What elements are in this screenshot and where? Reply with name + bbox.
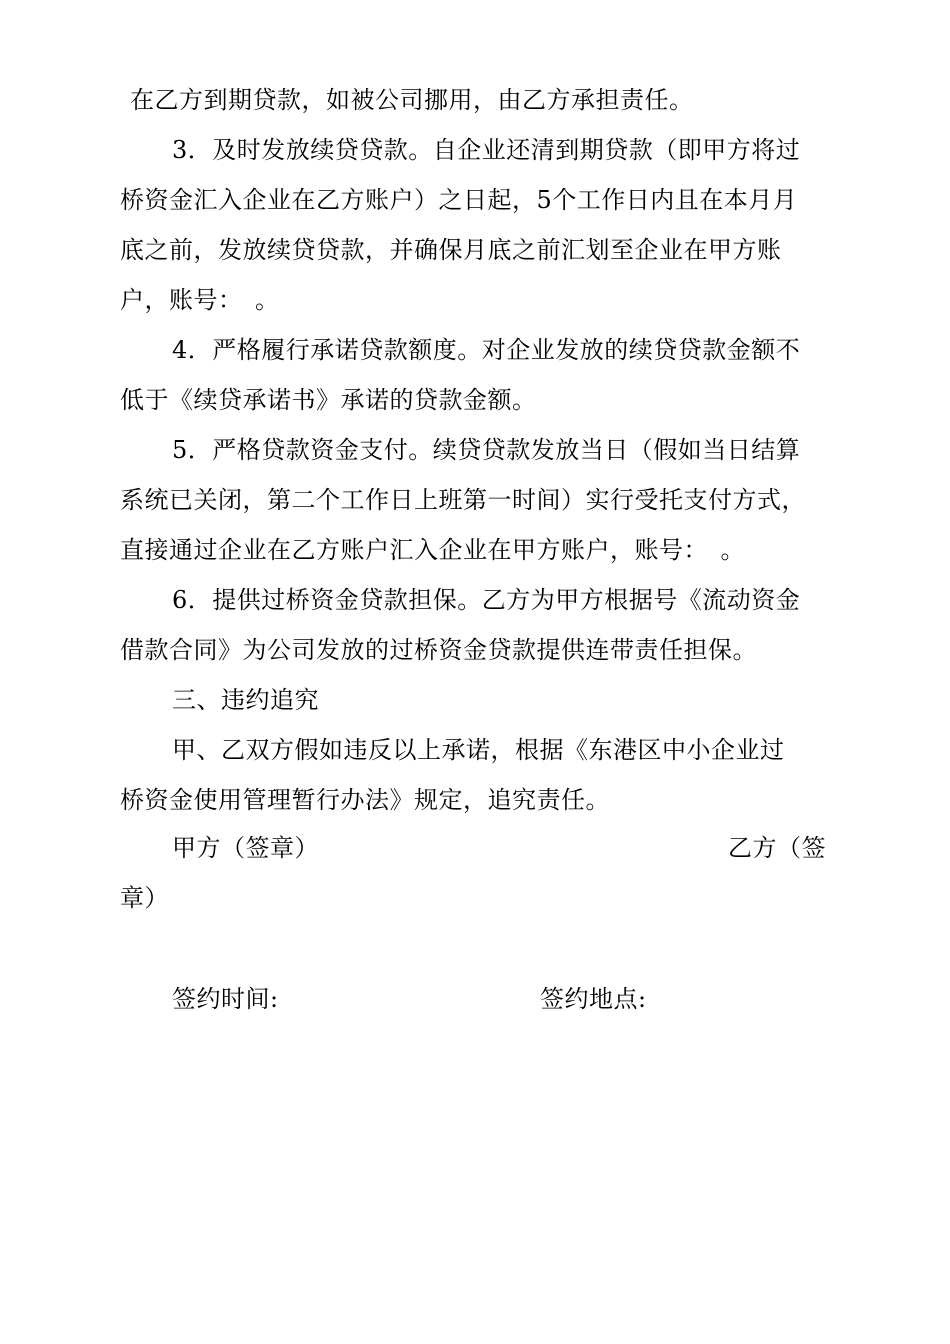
signature-party-b: 乙方（签 [728, 834, 826, 862]
paragraph-line-8: 5．严格贷款资金支付。续贷贷款发放当日（假如当日结算 [172, 436, 801, 464]
paragraph-line-5: 户，账号： 。 [120, 286, 280, 314]
paragraph-line-7: 低于《续贷承诺书》承诺的贷款金额。 [120, 386, 537, 414]
sign-time-label: 签约时间: [172, 985, 279, 1013]
paragraph-line-6: 4．严格履行承诺贷款额度。对企业发放的续贷贷款金额不 [172, 336, 801, 364]
paragraph-line-12: 借款合同》为公司发放的过桥资金贷款提供连带责任担保。 [120, 636, 757, 664]
paragraph-line-15: 桥资金使用管理暂行办法》规定，追究责任。 [120, 786, 610, 814]
section-heading-breach: 三、违约追究 [172, 686, 319, 714]
sign-place-label: 签约地点: [540, 985, 647, 1013]
paragraph-line-2: 3．及时发放续贷贷款。自企业还清到期贷款（即甲方将过 [172, 136, 801, 164]
paragraph-line-3: 桥资金汇入企业在乙方账户）之日起，5个工作日内且在本月月 [120, 186, 798, 214]
paragraph-line-9: 系统已关闭，第二个工作日上班第一时间）实行受托支付方式， [120, 486, 806, 514]
paragraph-line-4: 底之前，发放续贷贷款，并确保月底之前汇划至企业在甲方账 [120, 236, 782, 264]
paragraph-line-11: 6．提供过桥资金贷款担保。乙方为甲方根据号《流动资金 [172, 586, 801, 614]
paragraph-line-1: 在乙方到期贷款，如被公司挪用，由乙方承担责任。 [130, 86, 694, 114]
paragraph-line-10: 直接通过企业在乙方账户汇入企业在甲方账户，账号： 。 [120, 536, 745, 564]
paragraph-line-14: 甲、乙双方假如违反以上承诺，根据《东港区中小企业过 [172, 736, 785, 764]
signature-party-a: 甲方（签章） [172, 834, 319, 862]
signature-party-b-cont: 章） [120, 884, 169, 912]
